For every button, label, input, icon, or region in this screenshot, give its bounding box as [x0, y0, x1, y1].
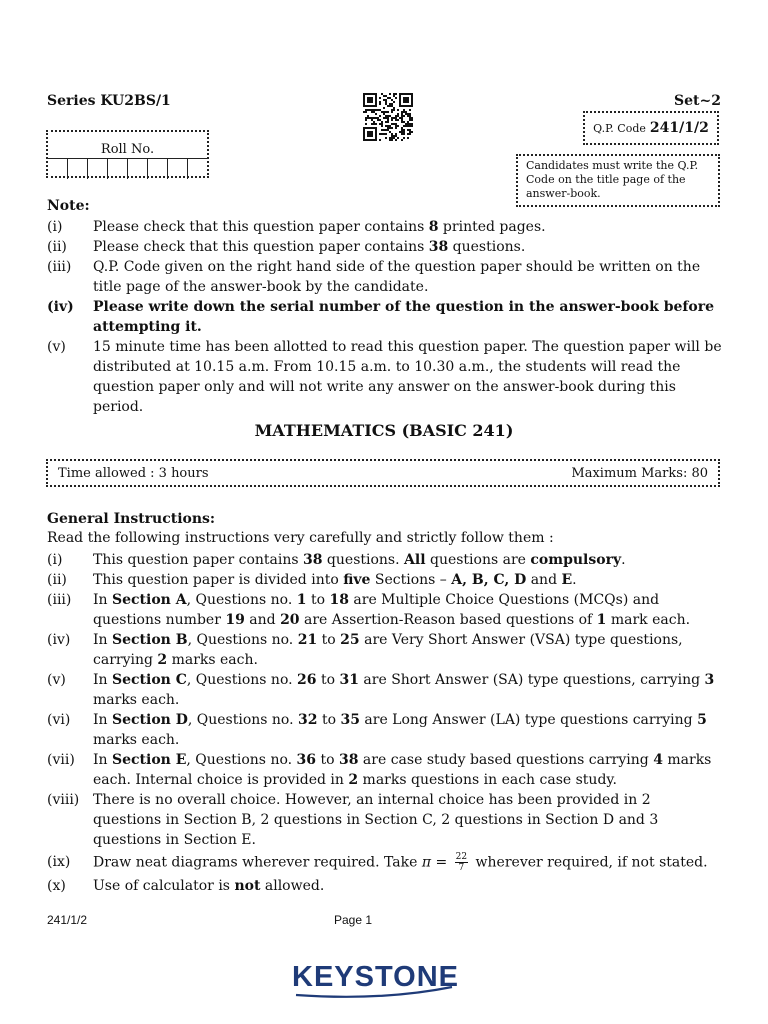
- keystone-logo: [292, 961, 458, 1003]
- candidate-note-box: Candidates must write the Q.P. Code on the title page of the answer-book.: [516, 154, 720, 207]
- set-label: Set~2: [674, 93, 721, 109]
- instruction-text: In Section B, Questions no. 21 to 25 are Very Short Answer (VSA) type questions, carrying 2 marks each.: [93, 632, 683, 668]
- note-num: (iv): [47, 299, 74, 315]
- general-instructions-list: [47, 550, 723, 896]
- instruction-num: (v): [47, 672, 66, 688]
- instruction-item: [47, 570, 723, 590]
- qr-code-icon: [363, 93, 413, 141]
- fraction: $\frac{22}{7}$: [455, 852, 468, 873]
- paper-title: MATHEMATICS (BASIC 241): [254, 421, 514, 440]
- note-item: [47, 217, 723, 237]
- instruction-text: In Section A, Questions no. 1 to 18 are Multiple Choice Questions (MCQs) and questions number 19 and 20 are Assertion-Reason based questions of 1 mark each.: [93, 592, 691, 628]
- instruction-item: [47, 630, 723, 670]
- roll-cell: [148, 159, 168, 179]
- roll-cell: [128, 159, 148, 179]
- instruction-item: [47, 710, 723, 750]
- general-instructions-heading: General Instructions:: [47, 511, 216, 527]
- logo-text: KEYSTONE: [292, 961, 460, 993]
- roll-number-box: [46, 130, 209, 178]
- instruction-num: (iii): [47, 592, 72, 608]
- note-num: (i): [47, 219, 63, 235]
- roll-cell: [68, 159, 88, 179]
- note-item: [47, 257, 723, 297]
- instruction-text: In Section E, Questions no. 36 to 38 are case study based questions carrying 4 marks each. Internal choice is provided in 2 marks questions in each case study.: [93, 752, 712, 788]
- note-num: (iii): [47, 259, 72, 275]
- note-num: (ii): [47, 239, 67, 255]
- max-marks: Maximum Marks: 80: [571, 465, 708, 481]
- instruction-num: (x): [47, 878, 66, 894]
- instruction-item: [47, 790, 723, 850]
- time-marks-box: [46, 459, 720, 487]
- note-text: Please write down the serial number of the question in the answer-book before attempting it.: [93, 299, 715, 335]
- note-text: Q.P. Code given on the right hand side of the question paper should be written on the title page of the answer-book by the candidate.: [93, 259, 701, 295]
- note-text: 15 minute time has been allotted to read this question paper. The question paper will be distributed at 10.15 a.m. From 10.15 a.m. to 10.30 a.m., the students will read the question paper only and will not write any answer on the answer-book during this period.: [93, 339, 722, 415]
- instruction-text: This question paper contains 38 questions. All questions are compulsory.: [93, 552, 626, 568]
- instruction-num: (ix): [47, 854, 71, 870]
- instruction-text: There is no overall choice. However, an internal choice has been provided in 2 questions in Section B, 2 questions in Section C, 2 questions in Section D and 3 questions in Section E.: [93, 792, 659, 848]
- instruction-item: [47, 670, 723, 710]
- qp-code-value: 241/1/2: [649, 120, 709, 136]
- footer-code: 241/1/2: [47, 913, 88, 927]
- instruction-text: Use of calculator is not allowed.: [93, 878, 325, 894]
- roll-cell: [48, 159, 68, 179]
- roll-cell: [188, 159, 207, 179]
- time-allowed: Time allowed : 3 hours: [58, 465, 209, 481]
- instruction-num: (vii): [47, 752, 75, 768]
- note-heading: Note:: [47, 198, 90, 214]
- instruction-num: (i): [47, 552, 63, 568]
- instruction-item: [47, 550, 723, 570]
- instruction-text: Draw neat diagrams wherever required. Take π = $\frac{22}{7}$ wherever required, if not stated.: [93, 852, 708, 873]
- roll-cell: [108, 159, 128, 179]
- instruction-text: This question paper is divided into five Sections – A, B, C, D and E.: [93, 572, 577, 588]
- logo-swoosh-icon: [292, 961, 458, 1003]
- roll-label: Roll No.: [100, 142, 155, 157]
- instruction-text: In Section C, Questions no. 26 to 31 are Short Answer (SA) type questions, carrying 3 marks each.: [93, 672, 715, 708]
- roll-cell: [88, 159, 108, 179]
- qp-code-label: Q.P. Code: [593, 121, 646, 135]
- series-label: Series KU2BS/1: [47, 93, 171, 109]
- instruction-num: (viii): [47, 792, 80, 808]
- instruction-item: [47, 876, 723, 896]
- note-text: Please check that this question paper contains 38 questions.: [93, 239, 526, 255]
- note-item: [47, 297, 723, 337]
- note-list: [47, 217, 723, 417]
- instruction-num: (ii): [47, 572, 67, 588]
- instruction-item: [47, 852, 723, 873]
- general-instructions-intro: Read the following instructions very carefully and strictly follow them :: [47, 530, 554, 546]
- footer-page: Page 1: [334, 913, 373, 927]
- note-item: [47, 337, 723, 417]
- qp-code-box: [583, 111, 719, 145]
- note-num: (v): [47, 339, 66, 355]
- instruction-item: [47, 750, 723, 790]
- instruction-num: (vi): [47, 712, 71, 728]
- instruction-num: (iv): [47, 632, 71, 648]
- roll-cells: [48, 158, 207, 179]
- instruction-item: [47, 590, 723, 630]
- roll-cell: [168, 159, 188, 179]
- note-text: Please check that this question paper contains 8 printed pages.: [93, 219, 546, 235]
- note-item: [47, 237, 723, 257]
- instruction-text: In Section D, Questions no. 32 to 35 are Long Answer (LA) type questions carrying 5 marks each.: [93, 712, 707, 748]
